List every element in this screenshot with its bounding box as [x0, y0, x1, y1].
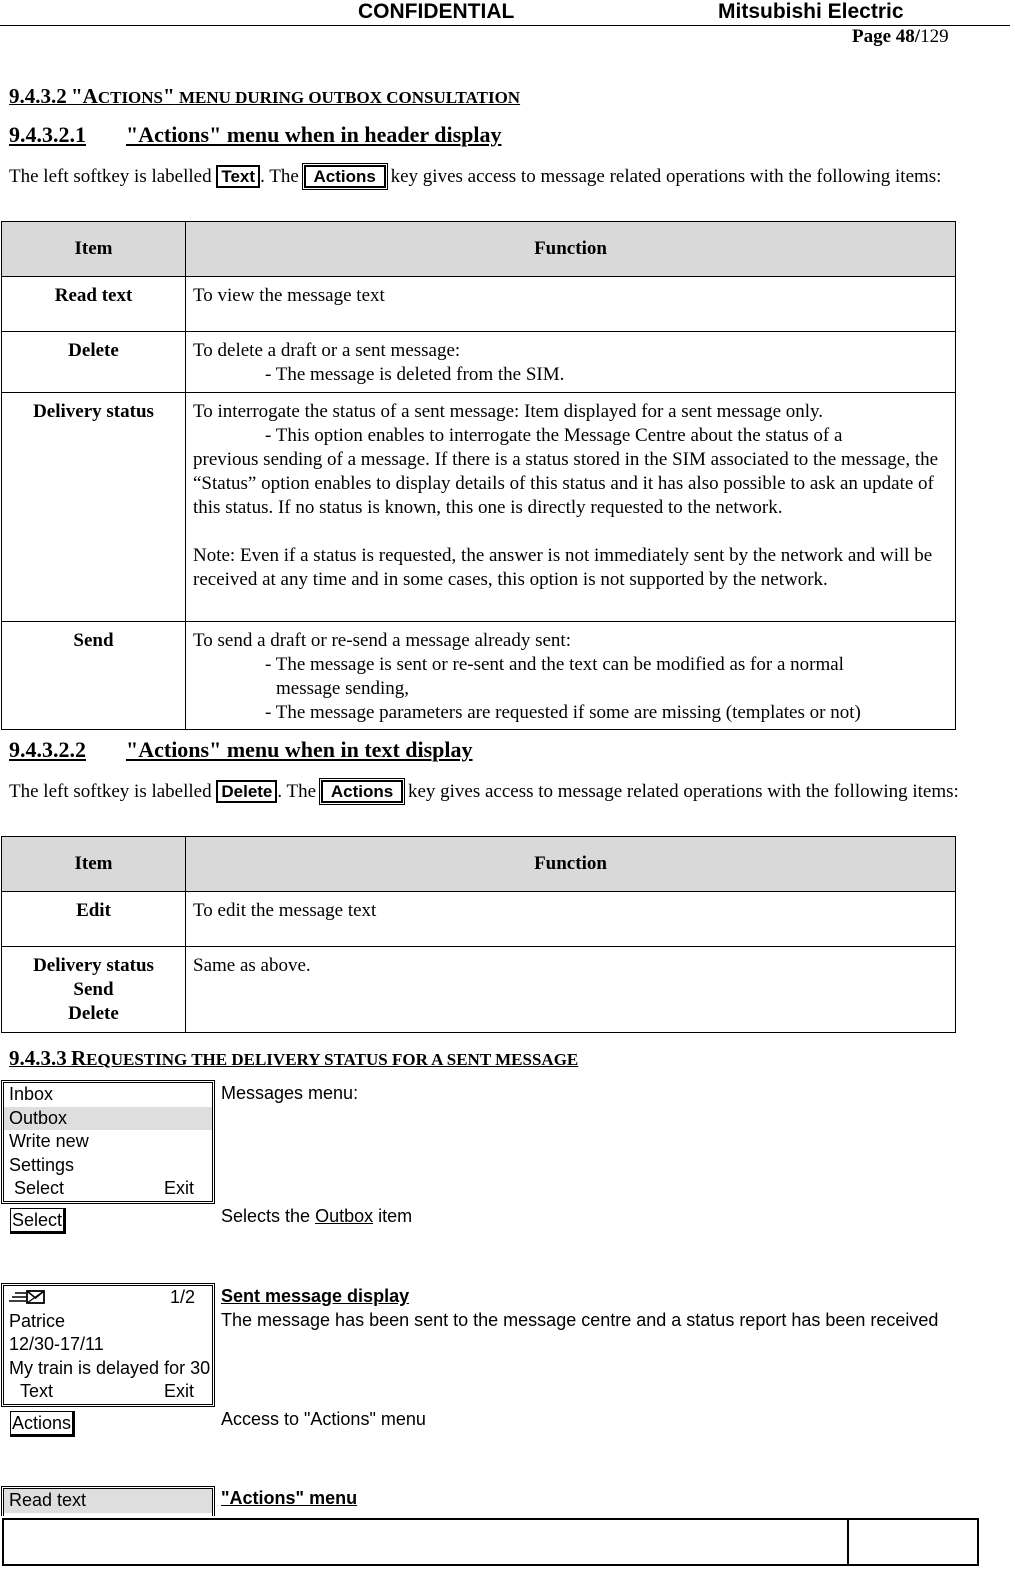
col-item-header: Item	[2, 837, 186, 892]
sent-message-icon	[9, 1286, 47, 1310]
footer-divider	[847, 1520, 849, 1564]
table-row	[2, 277, 956, 332]
col-function-header: Function	[186, 837, 956, 892]
section-9432-heading: 9.4.3.2 "ACTIONS" MENU DURING OUTBOX CONSULTATION	[9, 84, 521, 108]
actions-step-desc: Access to "Actions" menu	[221, 1409, 426, 1429]
table-row	[2, 622, 956, 730]
actions-menu-title: "Actions" menu	[221, 1488, 358, 1508]
col-item-header: Item	[2, 222, 186, 277]
table-row	[2, 892, 956, 947]
softkey-bar	[4, 1380, 212, 1404]
item-cell: Delivery status	[2, 393, 186, 622]
header-actions-table	[1, 221, 956, 730]
item-cell: Read text	[2, 277, 186, 332]
menu-item-inbox[interactable]: Inbox	[9, 1084, 54, 1104]
message-date: 12/30-17/11	[9, 1334, 104, 1354]
function-cell: Same as above.	[186, 947, 956, 1033]
item-cell: Send	[2, 622, 186, 730]
item-cell: Delete	[2, 332, 186, 393]
actions-menu-screen	[1, 1486, 215, 1516]
section-94322-heading: 9.4.3.2.2 "Actions" menu when in text display	[9, 737, 473, 762]
actions-key-label: Actions	[304, 165, 386, 188]
messages-menu-desc: Messages menu:	[221, 1083, 359, 1103]
text-actions-table	[1, 836, 956, 1033]
softkey-select[interactable]: Select	[14, 1178, 65, 1198]
table-row	[2, 947, 956, 1033]
text-softkey-label: Text	[216, 165, 260, 188]
table-row	[2, 393, 956, 622]
section-94321-intro: The left softkey is labelled Text . The Actions key gives access to message related operations with the following items:	[9, 166, 942, 187]
softkey-exit[interactable]: Exit	[163, 1178, 194, 1198]
select-key[interactable]: Select	[12, 1210, 63, 1230]
softkey-exit[interactable]: Exit	[163, 1381, 194, 1401]
page-footer	[2, 1518, 979, 1566]
section-94322-intro: The left softkey is labelled Delete . The Actions key gives access to message related operations with the following items:	[9, 781, 959, 802]
function-cell: To interrogate the status of a sent message: Item displayed for a sent message only. - This option enables to interrogate the Message Centre about the status of a previous sending of a message. If there is a status stored in the SIM associated to the message, the “Status” option enables to display details of this status and it has also possible to ask an update of this status. If no status is known, this one is directly requested to the network. Note: Even if a status is requested, the answer is not immediately sent by the network and will be received at any time and in some cases, this option is not supported by the network.	[186, 393, 956, 622]
message-sender: Patrice	[9, 1310, 66, 1331]
sent-message-desc: The message has been sent to the message centre and a status report has been received	[221, 1310, 939, 1330]
message-preview: My train is delayed for 30	[9, 1357, 211, 1378]
col-function-header: Function	[186, 222, 956, 277]
actions-key-label: Actions	[321, 780, 403, 803]
actions-key[interactable]: Actions	[12, 1413, 72, 1433]
messages-menu-screen	[1, 1080, 215, 1204]
function-cell: To view the message text	[186, 277, 956, 332]
menu-item-settings[interactable]: Settings	[9, 1154, 75, 1175]
message-counter: 1/2	[169, 1287, 195, 1307]
menu-item-read-text[interactable]: Read text	[4, 1489, 212, 1513]
section-9433-heading: 9.4.3.3 REQUESTING THE DELIVERY STATUS FOR A SENT MESSAGE	[9, 1046, 579, 1070]
function-cell: To send a draft or re-send a message already sent: - The message is sent or re-sent and the text can be modified as for a normal message sending, - The message parameters are requested if some are missing (templates or not)	[186, 622, 956, 730]
table-row	[2, 332, 956, 393]
delete-softkey-label: Delete	[216, 780, 277, 803]
menu-item-outbox[interactable]: Outbox	[4, 1107, 212, 1131]
sent-message-screen	[1, 1283, 215, 1407]
softkey-bar	[4, 1177, 212, 1201]
item-cell: Edit	[2, 892, 186, 947]
function-cell: To edit the message text	[186, 892, 956, 947]
section-94321-heading: 9.4.3.2.1 "Actions" menu when in header display	[9, 122, 502, 147]
function-cell: To delete a draft or a sent message: - The message is deleted from the SIM.	[186, 332, 956, 393]
select-step-desc: Selects the Outbox item	[221, 1206, 413, 1226]
item-cell: Delivery status Send Delete	[2, 947, 186, 1033]
menu-item-write-new[interactable]: Write new	[9, 1131, 89, 1151]
header-confidential: CONFIDENTIAL	[358, 0, 515, 23]
page-number: Page 48/129	[852, 26, 949, 47]
softkey-text[interactable]: Text	[20, 1381, 54, 1401]
header-company: Mitsubishi Electric	[718, 0, 904, 23]
sent-message-title: Sent message display	[221, 1286, 410, 1306]
